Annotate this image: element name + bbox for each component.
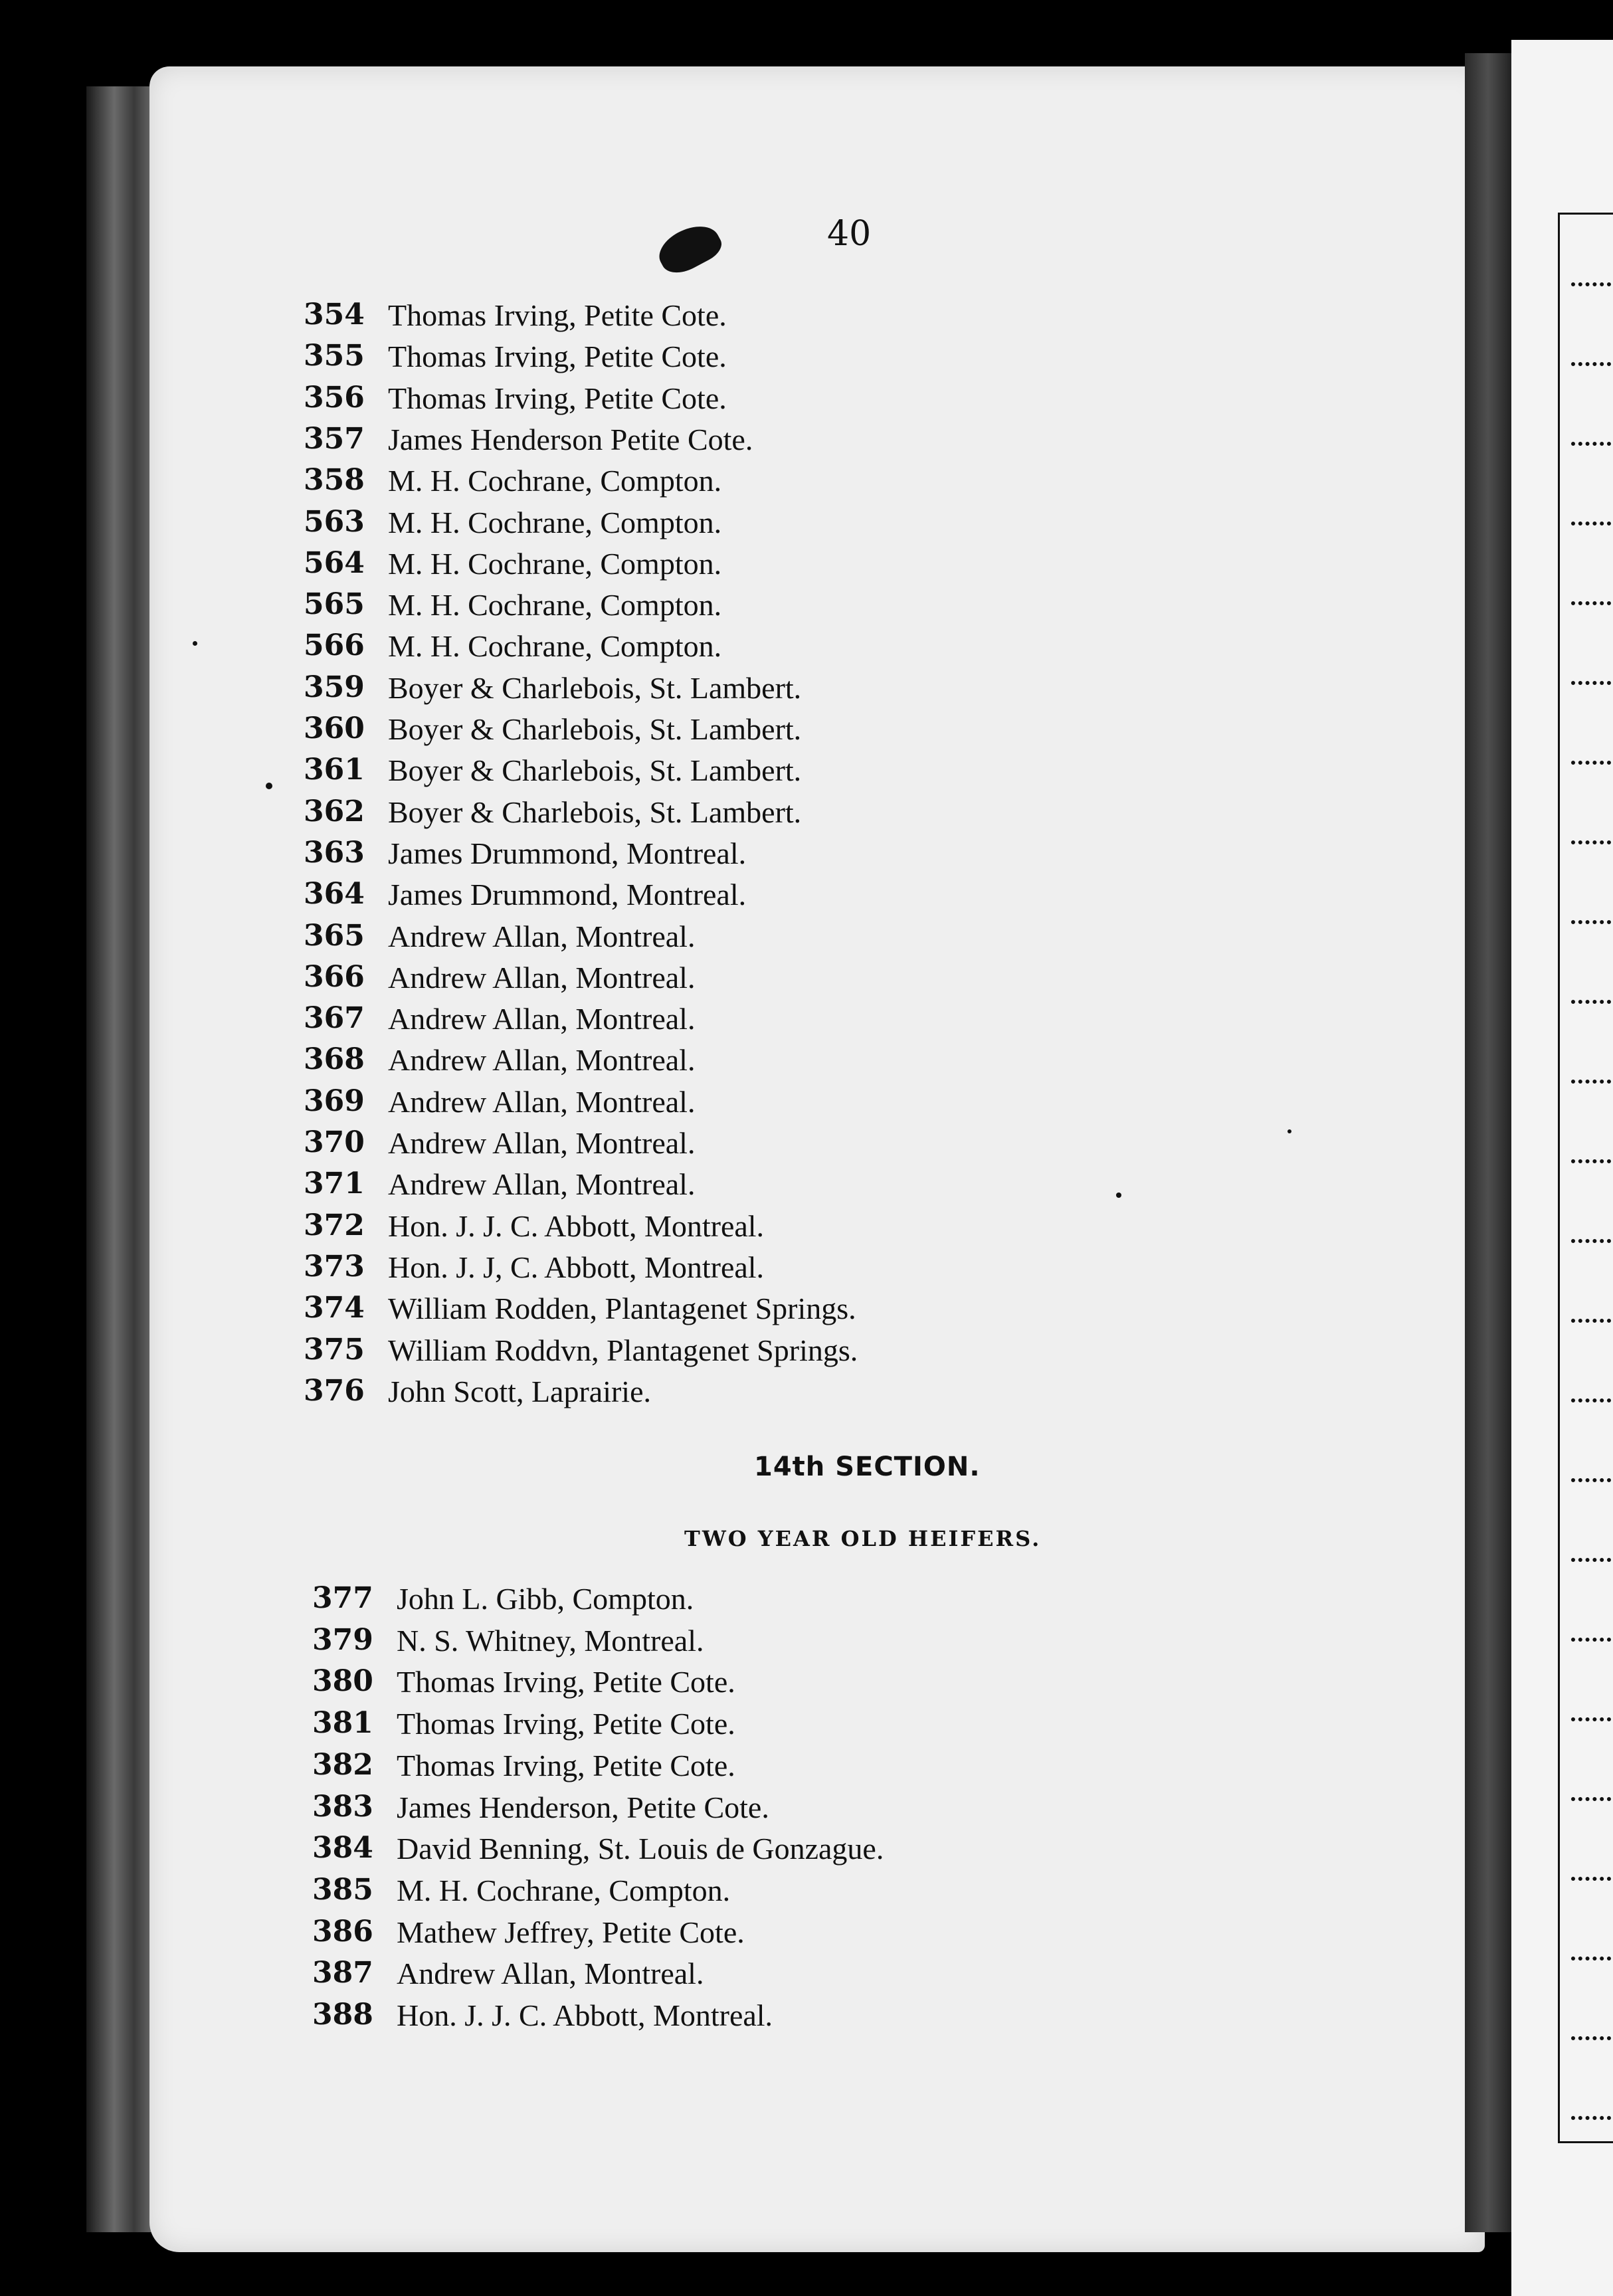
entry-number: 376: [304, 1373, 365, 1408]
dotted-leader: [1571, 1797, 1611, 1805]
speck: [266, 783, 272, 789]
dotted-leader: [1571, 1877, 1611, 1885]
entry-number: 375: [304, 1332, 365, 1367]
dotted-leader: [1571, 1239, 1611, 1247]
dotted-leader: [1571, 1558, 1611, 1566]
entry-number: 365: [304, 918, 365, 953]
entry-number: 356: [304, 380, 365, 415]
entry-number: 564: [304, 545, 365, 580]
dotted-leader: [1571, 1638, 1611, 1646]
entry-number: 385: [312, 1872, 373, 1907]
section-subtitle: TWO YEAR OLD HEIFERS.: [684, 1526, 1042, 1551]
dotted-leader: [1571, 1080, 1611, 1088]
dotted-leader: [1571, 2116, 1611, 2124]
dotted-leader: [1571, 522, 1611, 529]
entry-name: Andrew Allan, Montreal.: [388, 919, 696, 953]
dotted-leader: [1571, 840, 1611, 848]
entry-number: 368: [304, 1042, 365, 1077]
entry-number: 372: [304, 1208, 365, 1242]
entry-number: 366: [304, 959, 365, 994]
entry-number: 387: [312, 1956, 373, 1990]
dotted-leader: [1571, 601, 1611, 609]
page-number: 40: [827, 214, 872, 254]
entry-number: 563: [304, 504, 365, 539]
dotted-leader: [1571, 1319, 1611, 1327]
entry-number: 358: [304, 463, 365, 498]
entry-name: Andrew Allan, Montreal.: [397, 1957, 704, 1991]
entry-name: Hon. J. J. C. Abbott, Montreal.: [397, 1998, 773, 2032]
entry-name: Andrew Allan, Montreal.: [388, 1043, 696, 1078]
entry-number: 361: [304, 753, 365, 787]
facing-page-edge: [1511, 40, 1613, 2296]
entry-name: M. H. Cochrane, Compton.: [388, 629, 722, 664]
facing-page-table-border: [1558, 213, 1613, 2143]
entry-name: Thomas Irving, Petite Cote.: [388, 339, 727, 374]
entry-number: 369: [304, 1084, 365, 1118]
entry-name: M. H. Cochrane, Compton.: [388, 464, 722, 498]
entry-name: James Drummond, Montreal.: [388, 836, 747, 870]
entry-number: 388: [312, 1998, 373, 2032]
entry-name: M. H. Cochrane, Compton.: [388, 546, 722, 581]
dotted-leader: [1571, 442, 1611, 450]
entry-number: 566: [304, 628, 365, 663]
entry-number: 383: [312, 1789, 373, 1824]
entry-number: 381: [312, 1706, 373, 1741]
entry-number: 371: [304, 1167, 365, 1201]
entry-number: 565: [304, 587, 365, 622]
entry-number: 355: [304, 339, 365, 373]
entry-number: 359: [304, 670, 365, 704]
entry-number: 363: [304, 835, 365, 870]
entry-name: Thomas Irving, Petite Cote.: [397, 1707, 735, 1741]
entry-name: Andrew Allan, Montreal.: [388, 1167, 696, 1202]
entry-number: 379: [312, 1622, 373, 1657]
entry-number: 382: [312, 1747, 373, 1782]
dotted-leader: [1571, 1398, 1611, 1406]
entry-number: 364: [304, 877, 365, 911]
entry-name: Andrew Allan, Montreal.: [388, 1084, 696, 1119]
entry-name: Thomas Irving, Petite Cote.: [388, 298, 727, 332]
book-spine: [1465, 53, 1511, 2232]
entry-number: 370: [304, 1125, 365, 1159]
dotted-leader: [1571, 681, 1611, 689]
dotted-leader: [1571, 1957, 1611, 1964]
entry-name: Hon. J. J. C. Abbott, Montreal.: [388, 1208, 765, 1243]
entry-number: 377: [312, 1581, 373, 1615]
entry-name: Thomas Irving, Petite Cote.: [397, 1665, 735, 1699]
dotted-leader: [1571, 1717, 1611, 1725]
entry-name: Boyer & Charlebois, St. Lambert.: [388, 753, 802, 788]
entry-name: James Henderson, Petite Cote.: [397, 1790, 769, 1824]
entry-number: 354: [304, 298, 365, 332]
entry-name: John L. Gibb, Compton.: [397, 1582, 694, 1616]
entry-name: James Henderson Petite Cote.: [388, 422, 753, 456]
entry-name: Thomas Irving, Petite Cote.: [397, 1748, 735, 1782]
dotted-leader: [1571, 1000, 1611, 1008]
dotted-leader: [1571, 761, 1611, 769]
entry-name: Andrew Allan, Montreal.: [388, 1126, 696, 1160]
entry-name: M. H. Cochrane, Compton.: [388, 505, 722, 539]
entry-number: 362: [304, 794, 365, 828]
entry-name: M. H. Cochrane, Compton.: [397, 1873, 731, 1907]
entry-name: Boyer & Charlebois, St. Lambert.: [388, 670, 802, 705]
entry-name: Andrew Allan, Montreal.: [388, 1002, 696, 1036]
entry-name: William Rodden, Plantagenet Springs.: [388, 1292, 856, 1326]
section-title: 14th SECTION.: [754, 1452, 981, 1482]
entry-name: N. S. Whitney, Montreal.: [397, 1623, 704, 1658]
entry-number: 357: [304, 421, 365, 456]
entry-number: 386: [312, 1914, 373, 1949]
entry-name: Thomas Irving, Petite Cote.: [388, 381, 727, 415]
dotted-leader: [1571, 2036, 1611, 2044]
entry-name: Andrew Allan, Montreal.: [388, 960, 696, 995]
dotted-leader: [1571, 282, 1611, 290]
dotted-leader: [1571, 362, 1611, 370]
entry-number: 373: [304, 1249, 365, 1284]
entry-name: Boyer & Charlebois, St. Lambert.: [388, 712, 802, 746]
dotted-leader: [1571, 1478, 1611, 1486]
speck: [1287, 1129, 1291, 1133]
entry-name: Mathew Jeffrey, Petite Cote.: [397, 1915, 745, 1949]
speck: [193, 641, 197, 646]
entry-name: M. H. Cochrane, Compton.: [388, 588, 722, 622]
entry-name: John Scott, Laprairie.: [388, 1374, 652, 1408]
dotted-leader: [1571, 920, 1611, 928]
entry-name: Boyer & Charlebois, St. Lambert.: [388, 795, 802, 829]
entry-number: 380: [312, 1664, 373, 1699]
entry-name: James Drummond, Montreal.: [388, 878, 747, 912]
entry-number: 360: [304, 712, 365, 745]
speck: [1116, 1193, 1121, 1198]
entry-number: 384: [312, 1831, 373, 1866]
entry-name: Hon. J. J, C. Abbott, Montreal.: [388, 1250, 765, 1284]
entry-number: 374: [304, 1291, 365, 1325]
entry-name: David Benning, St. Louis de Gonzague.: [397, 1832, 884, 1866]
entry-name: William Roddvn, Plantagenet Springs.: [388, 1333, 858, 1367]
entry-number: 367: [304, 1001, 365, 1036]
dotted-leader: [1571, 1159, 1611, 1167]
